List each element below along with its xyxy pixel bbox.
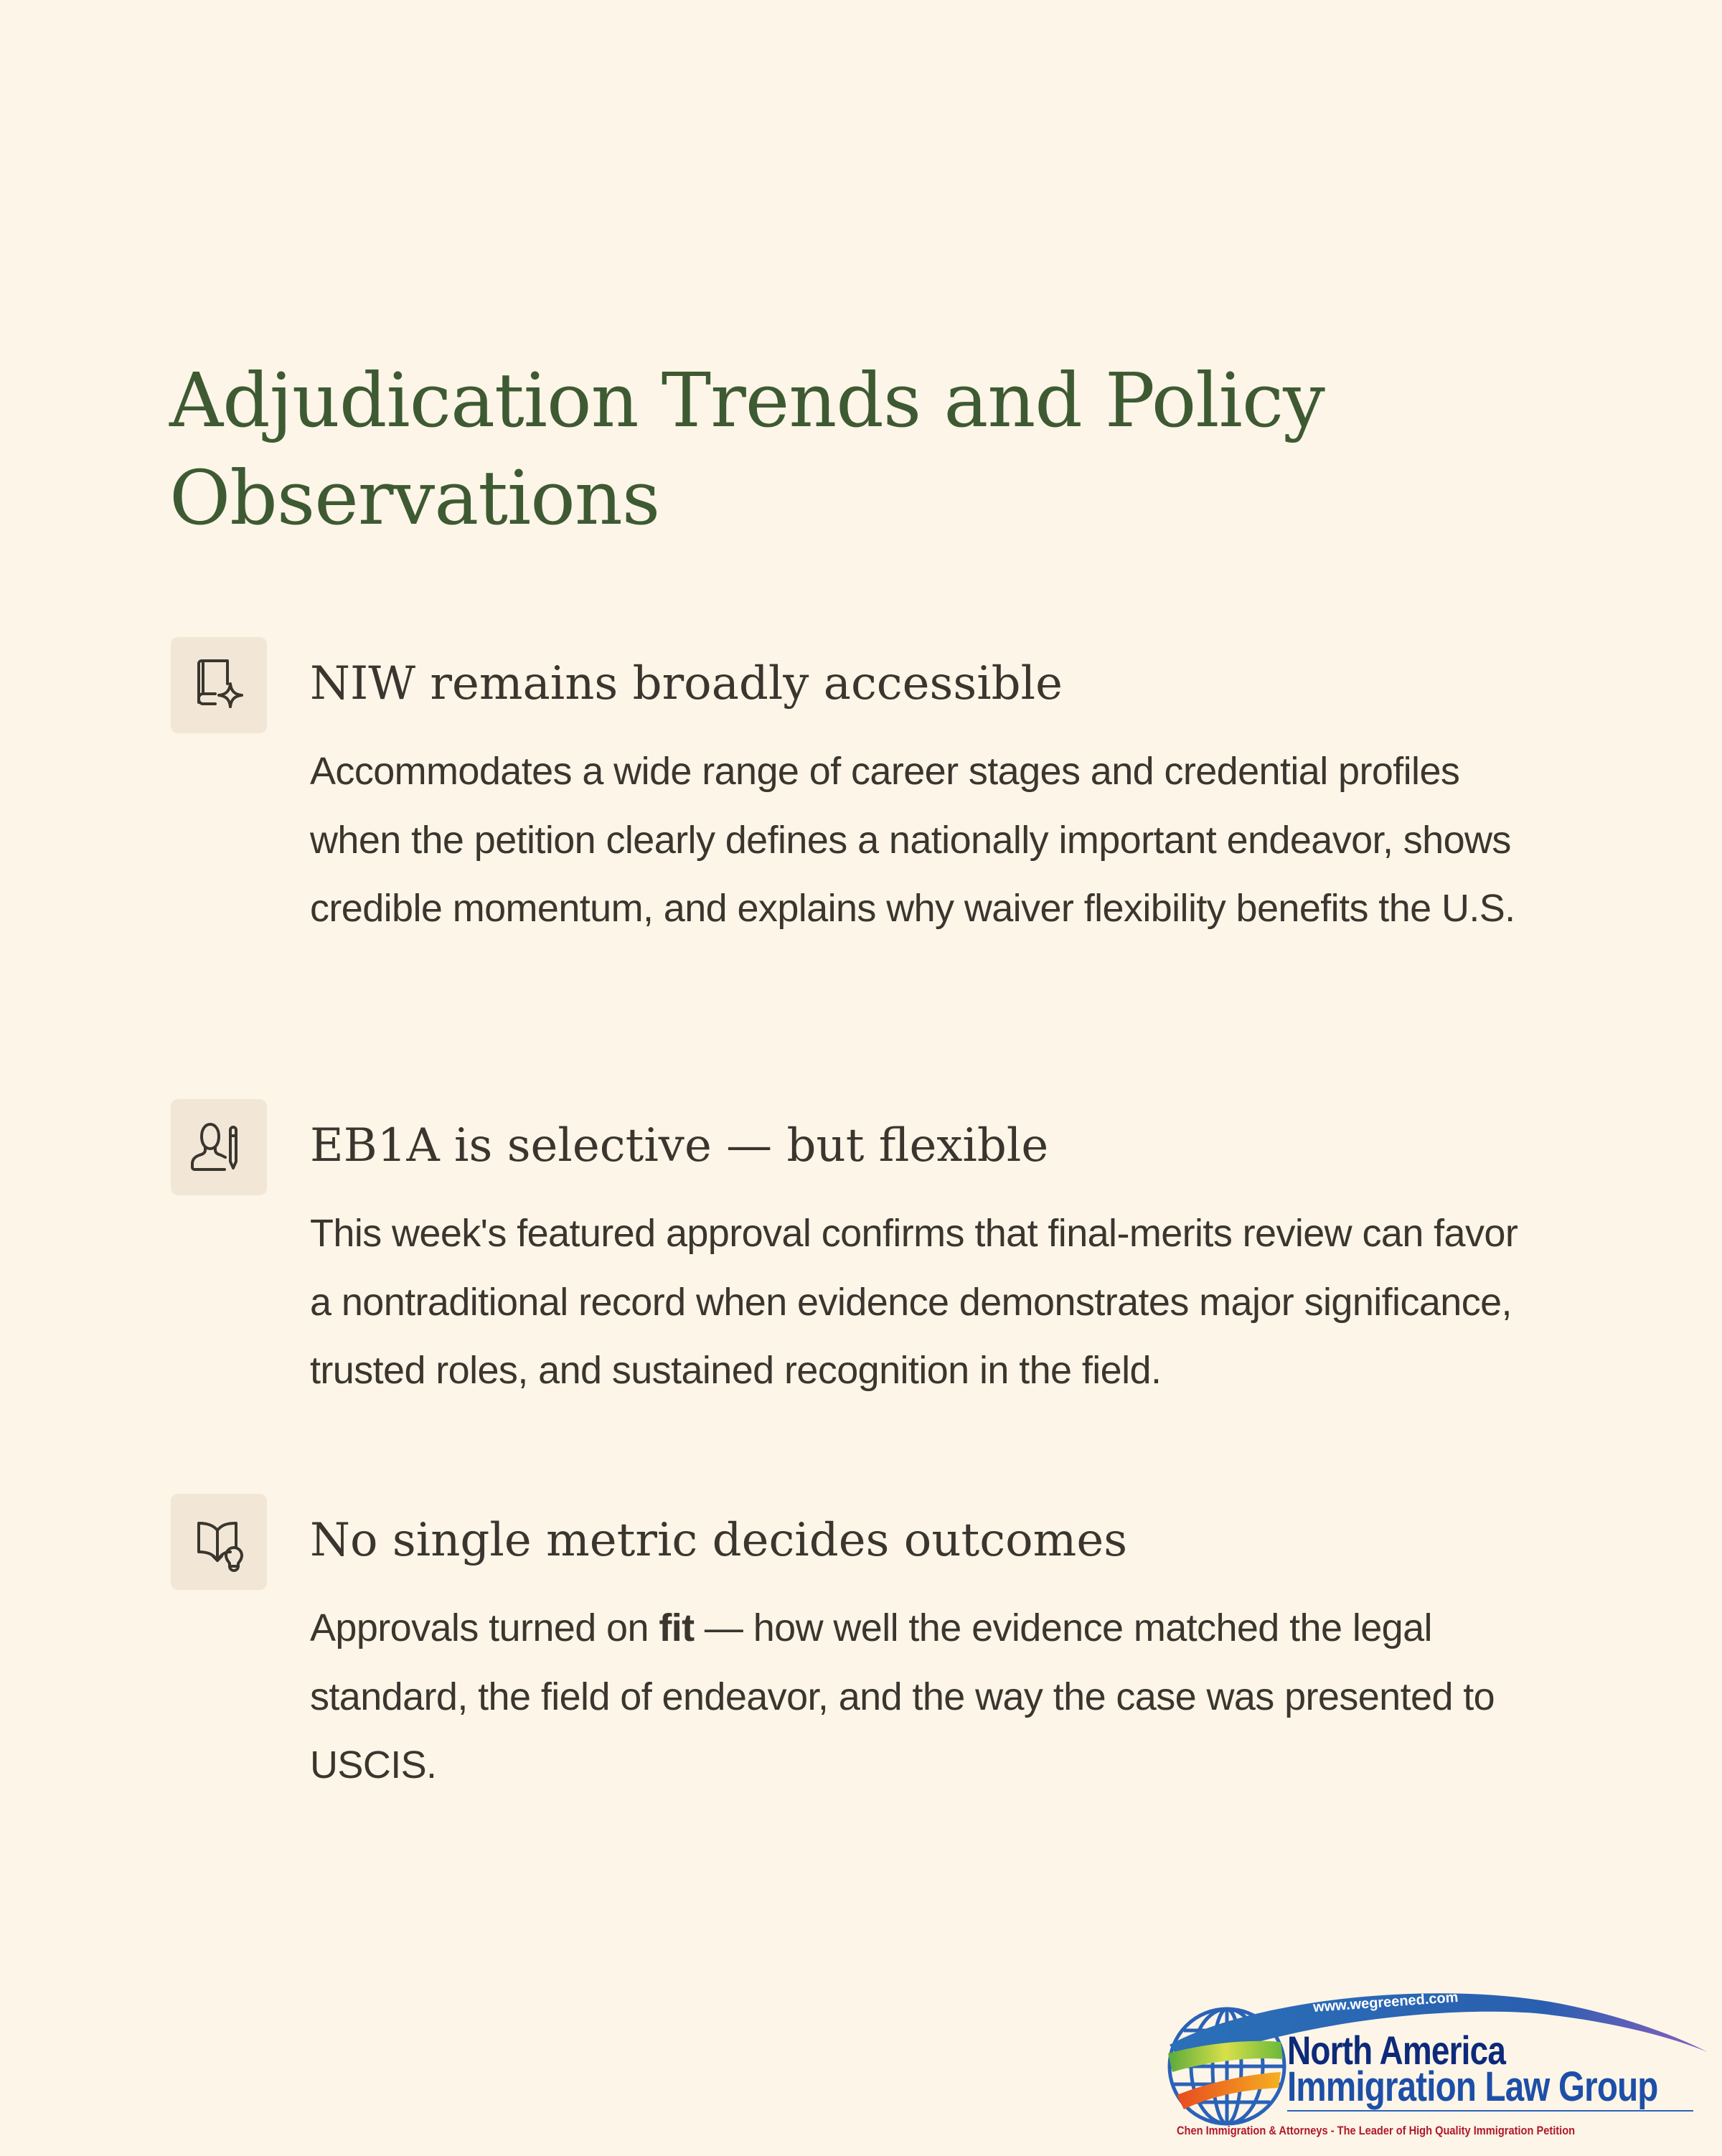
body-text: — how well the evidence matched the legal standard, the field of endeavor, and the way the case was presented to USCIS. <box>310 1606 1495 1787</box>
logo-name-line1: North America <box>1287 2028 1506 2073</box>
section-heading: No single metric decides outcomes <box>310 1514 1128 1567</box>
icon-tile <box>171 1099 267 1195</box>
company-logo <box>1162 1987 1708 2152</box>
body-text-bold: fit <box>659 1606 695 1649</box>
open-book-lightbulb-icon <box>183 1506 255 1578</box>
logo-tagline: Chen Immigration & Attorneys - The Leader of High Quality Immigration Petition <box>1177 2124 1576 2137</box>
person-pencil-icon <box>183 1111 255 1183</box>
book-sparkle-icon <box>183 649 255 721</box>
section-heading: NIW remains broadly accessible <box>310 657 1063 710</box>
logo-name-line2: Immigration Law Group <box>1287 2063 1658 2110</box>
icon-tile <box>171 637 267 733</box>
page-title: Adjudication Trends and Policy Observations <box>169 357 1325 542</box>
body-text: This week's featured approval confirms that final-merits review can favor a nontraditional record when evidence demonstrates major significance, trusted roles, and sustained recognition in the field. <box>310 1212 1518 1392</box>
body-text: Accommodates a wide range of career stages and credential profiles when the petition clearly defines a nationally important endeavor, shows credible momentum, and explains why waiver flexibility benefits the U.S. <box>310 750 1515 930</box>
section-heading: EB1A is selective — but flexible <box>310 1119 1049 1172</box>
icon-tile <box>171 1494 267 1590</box>
section-body <box>310 1594 1544 1800</box>
section-body <box>310 1200 1544 1406</box>
body-text: Approvals turned on <box>310 1606 659 1649</box>
section-body <box>310 738 1544 943</box>
logo-url: www.wegreened.com <box>1312 1989 1459 2016</box>
